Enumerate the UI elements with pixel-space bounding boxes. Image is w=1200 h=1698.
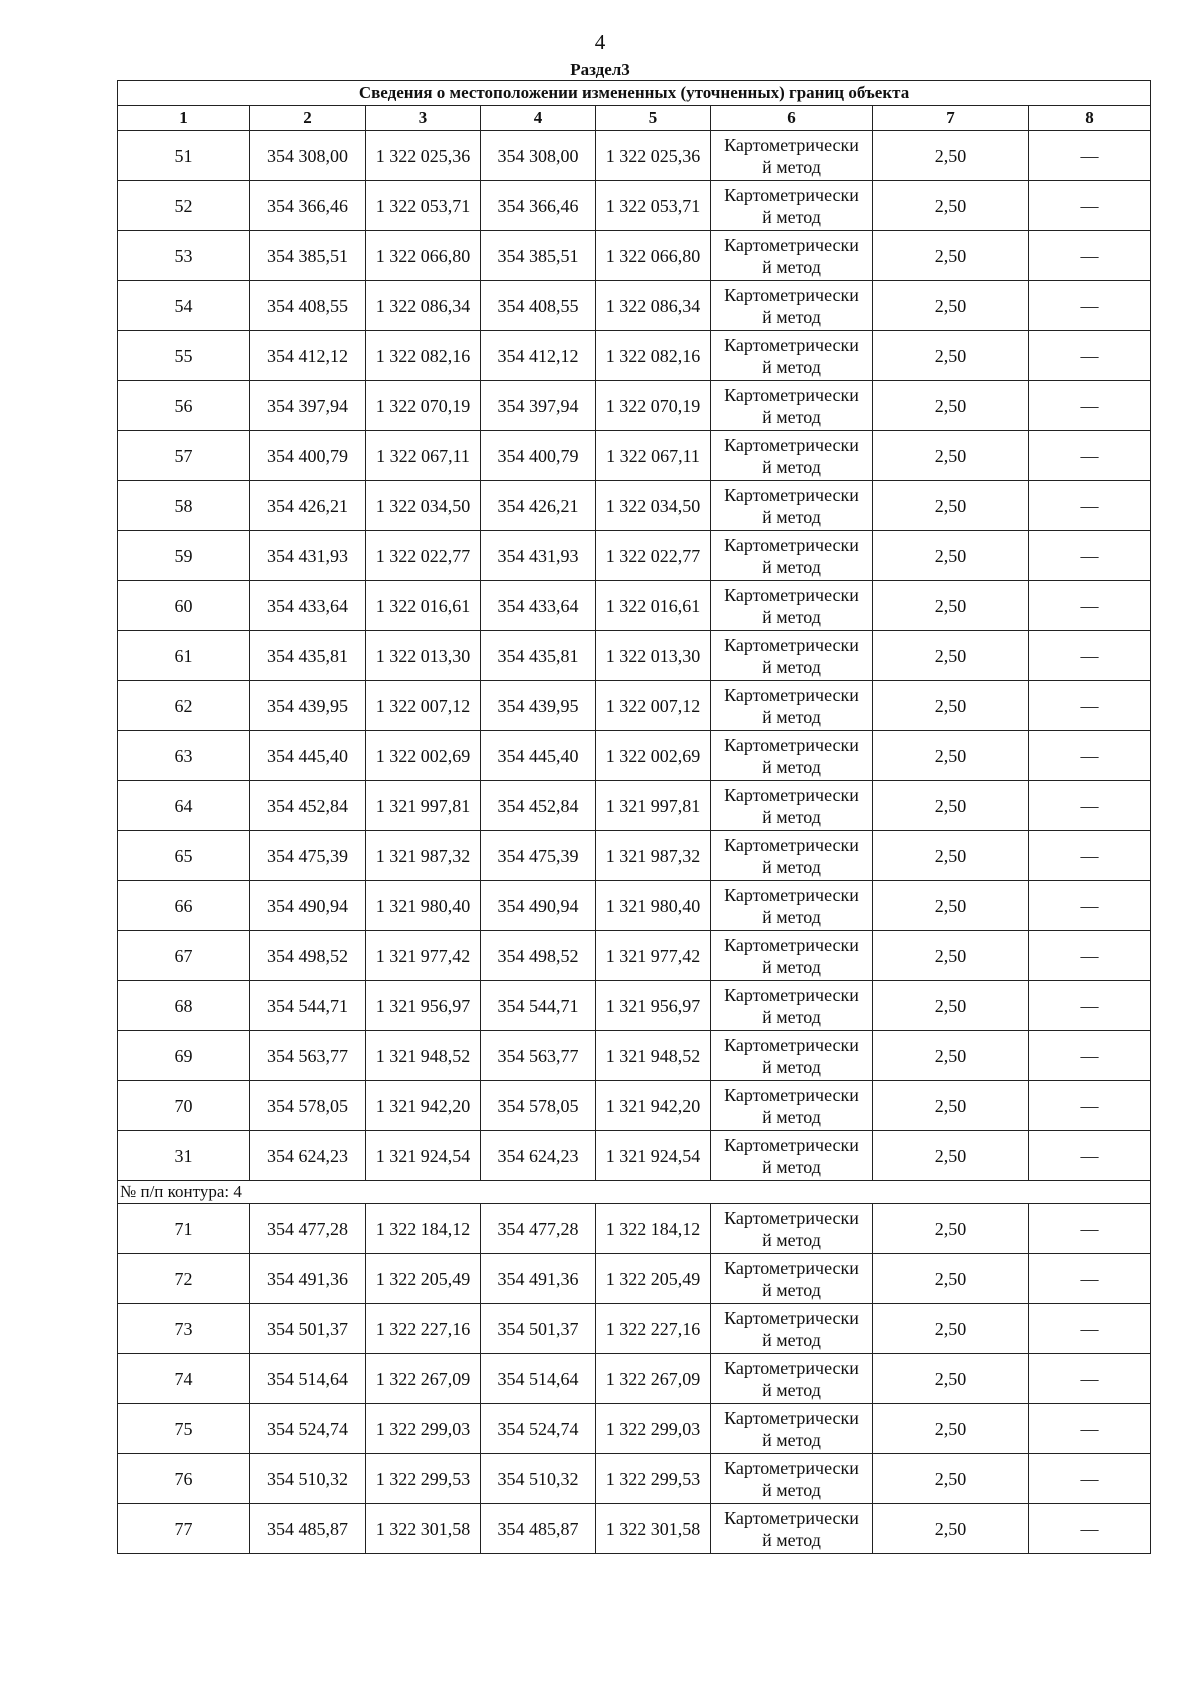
accuracy-cell: 2,50 (873, 581, 1029, 631)
column-number: 3 (366, 106, 481, 131)
point-number-cell: 74 (118, 1354, 250, 1404)
x-old-cell: 354 397,94 (250, 381, 366, 431)
method-cell: Картометрически й метод (711, 1031, 873, 1081)
point-number-cell: 64 (118, 781, 250, 831)
x-old-cell: 354 366,46 (250, 181, 366, 231)
description-cell: — (1029, 731, 1151, 781)
description-cell: — (1029, 1404, 1151, 1454)
x-old-cell: 354 439,95 (250, 681, 366, 731)
method-cell: Картометрически й метод (711, 1204, 873, 1254)
y-new-cell: 1 322 034,50 (596, 481, 711, 531)
y-new-cell: 1 322 070,19 (596, 381, 711, 431)
description-cell: — (1029, 531, 1151, 581)
accuracy-cell: 2,50 (873, 881, 1029, 931)
point-number-cell: 68 (118, 981, 250, 1031)
method-cell: Картометрически й метод (711, 1131, 873, 1181)
column-number: 5 (596, 106, 711, 131)
page-number: 4 (594, 30, 606, 54)
point-number-cell: 67 (118, 931, 250, 981)
y-old-cell: 1 321 977,42 (366, 931, 481, 981)
point-number-cell: 69 (118, 1031, 250, 1081)
x-new-cell: 354 563,77 (481, 1031, 596, 1081)
method-cell: Картометрически й метод (711, 831, 873, 881)
method-cell: Картометрически й метод (711, 131, 873, 181)
y-old-cell: 1 322 022,77 (366, 531, 481, 581)
y-new-cell: 1 322 053,71 (596, 181, 711, 231)
y-new-cell: 1 322 299,03 (596, 1404, 711, 1454)
x-new-cell: 354 524,74 (481, 1404, 596, 1454)
description-cell: — (1029, 1254, 1151, 1304)
method-cell: Картометрически й метод (711, 681, 873, 731)
table-row (118, 681, 1151, 731)
description-cell: — (1029, 581, 1151, 631)
y-old-cell: 1 321 997,81 (366, 781, 481, 831)
description-cell: — (1029, 381, 1151, 431)
x-new-cell: 354 578,05 (481, 1081, 596, 1131)
description-cell: — (1029, 881, 1151, 931)
accuracy-cell: 2,50 (873, 781, 1029, 831)
point-number-cell: 55 (118, 331, 250, 381)
y-new-cell: 1 322 067,11 (596, 431, 711, 481)
column-number: 8 (1029, 106, 1151, 131)
y-old-cell: 1 322 007,12 (366, 681, 481, 731)
x-old-cell: 354 544,71 (250, 981, 366, 1031)
accuracy-cell: 2,50 (873, 1131, 1029, 1181)
y-old-cell: 1 322 205,49 (366, 1254, 481, 1304)
point-number-cell: 75 (118, 1404, 250, 1454)
x-new-cell: 354 544,71 (481, 981, 596, 1031)
table-row (118, 331, 1151, 381)
table-body (118, 81, 1151, 1554)
x-old-cell: 354 435,81 (250, 631, 366, 681)
x-new-cell: 354 433,64 (481, 581, 596, 631)
description-cell: — (1029, 1204, 1151, 1254)
y-old-cell: 1 322 082,16 (366, 331, 481, 381)
table-row (118, 1354, 1151, 1404)
x-old-cell: 354 445,40 (250, 731, 366, 781)
accuracy-cell: 2,50 (873, 281, 1029, 331)
x-old-cell: 354 498,52 (250, 931, 366, 981)
description-cell: — (1029, 931, 1151, 981)
method-cell: Картометрически й метод (711, 1304, 873, 1354)
table-row (118, 881, 1151, 931)
table-row (118, 981, 1151, 1031)
method-cell: Картометрически й метод (711, 1254, 873, 1304)
table-row (118, 1304, 1151, 1354)
point-number-cell: 51 (118, 131, 250, 181)
description-cell: — (1029, 1454, 1151, 1504)
x-old-cell: 354 412,12 (250, 331, 366, 381)
table-row (118, 581, 1151, 631)
column-number: 6 (711, 106, 873, 131)
y-old-cell: 1 322 013,30 (366, 631, 481, 681)
table-row (118, 1254, 1151, 1304)
x-new-cell: 354 501,37 (481, 1304, 596, 1354)
point-number-cell: 65 (118, 831, 250, 881)
x-old-cell: 354 514,64 (250, 1354, 366, 1404)
accuracy-cell: 2,50 (873, 1204, 1029, 1254)
table-row (118, 931, 1151, 981)
accuracy-cell: 2,50 (873, 981, 1029, 1031)
column-number: 2 (250, 106, 366, 131)
x-new-cell: 354 308,00 (481, 131, 596, 181)
x-old-cell: 354 624,23 (250, 1131, 366, 1181)
x-new-cell: 354 408,55 (481, 281, 596, 331)
accuracy-cell: 2,50 (873, 1304, 1029, 1354)
y-old-cell: 1 322 267,09 (366, 1354, 481, 1404)
method-cell: Картометрически й метод (711, 781, 873, 831)
accuracy-cell: 2,50 (873, 131, 1029, 181)
x-new-cell: 354 498,52 (481, 931, 596, 981)
point-number-cell: 52 (118, 181, 250, 231)
y-new-cell: 1 321 956,97 (596, 981, 711, 1031)
y-old-cell: 1 322 070,19 (366, 381, 481, 431)
x-old-cell: 354 477,28 (250, 1204, 366, 1254)
description-cell: — (1029, 1131, 1151, 1181)
x-old-cell: 354 491,36 (250, 1254, 366, 1304)
description-cell: — (1029, 181, 1151, 231)
method-cell: Картометрически й метод (711, 1081, 873, 1131)
y-old-cell: 1 322 299,03 (366, 1404, 481, 1454)
table-row (118, 1504, 1151, 1554)
description-cell: — (1029, 1304, 1151, 1354)
y-new-cell: 1 322 184,12 (596, 1204, 711, 1254)
x-new-cell: 354 397,94 (481, 381, 596, 431)
x-old-cell: 354 510,32 (250, 1454, 366, 1504)
y-old-cell: 1 321 942,20 (366, 1081, 481, 1131)
point-number-cell: 62 (118, 681, 250, 731)
y-old-cell: 1 321 924,54 (366, 1131, 481, 1181)
description-cell: — (1029, 1354, 1151, 1404)
y-new-cell: 1 322 025,36 (596, 131, 711, 181)
method-cell: Картометрически й метод (711, 1404, 873, 1454)
y-old-cell: 1 321 980,40 (366, 881, 481, 931)
x-new-cell: 354 445,40 (481, 731, 596, 781)
description-cell: — (1029, 481, 1151, 531)
x-new-cell: 354 475,39 (481, 831, 596, 881)
y-old-cell: 1 322 066,80 (366, 231, 481, 281)
accuracy-cell: 2,50 (873, 681, 1029, 731)
accuracy-cell: 2,50 (873, 831, 1029, 881)
description-cell: — (1029, 131, 1151, 181)
y-old-cell: 1 322 184,12 (366, 1204, 481, 1254)
x-new-cell: 354 624,23 (481, 1131, 596, 1181)
y-old-cell: 1 322 016,61 (366, 581, 481, 631)
method-cell: Картометрически й метод (711, 281, 873, 331)
contour-label: № п/п контура: 4 (118, 1181, 1151, 1204)
x-new-cell: 354 385,51 (481, 231, 596, 281)
accuracy-cell: 2,50 (873, 1404, 1029, 1454)
point-number-cell: 76 (118, 1454, 250, 1504)
y-new-cell: 1 322 086,34 (596, 281, 711, 331)
contour-row (118, 1181, 1151, 1204)
x-old-cell: 354 385,51 (250, 231, 366, 281)
accuracy-cell: 2,50 (873, 731, 1029, 781)
description-cell: — (1029, 1504, 1151, 1554)
x-old-cell: 354 485,87 (250, 1504, 366, 1554)
x-new-cell: 354 439,95 (481, 681, 596, 731)
method-cell: Картометрически й метод (711, 931, 873, 981)
point-number-cell: 31 (118, 1131, 250, 1181)
table-row (118, 831, 1151, 881)
description-cell: — (1029, 431, 1151, 481)
y-new-cell: 1 321 942,20 (596, 1081, 711, 1131)
y-new-cell: 1 322 013,30 (596, 631, 711, 681)
y-new-cell: 1 322 227,16 (596, 1304, 711, 1354)
accuracy-cell: 2,50 (873, 631, 1029, 681)
accuracy-cell: 2,50 (873, 1031, 1029, 1081)
accuracy-cell: 2,50 (873, 1081, 1029, 1131)
table-row (118, 1081, 1151, 1131)
y-new-cell: 1 322 022,77 (596, 531, 711, 581)
accuracy-cell: 2,50 (873, 931, 1029, 981)
method-cell: Картометрически й метод (711, 981, 873, 1031)
x-new-cell: 354 477,28 (481, 1204, 596, 1254)
y-new-cell: 1 321 997,81 (596, 781, 711, 831)
point-number-cell: 54 (118, 281, 250, 331)
x-old-cell: 354 426,21 (250, 481, 366, 531)
x-old-cell: 354 563,77 (250, 1031, 366, 1081)
x-new-cell: 354 412,12 (481, 331, 596, 381)
table-row (118, 1454, 1151, 1504)
y-old-cell: 1 322 067,11 (366, 431, 481, 481)
accuracy-cell: 2,50 (873, 481, 1029, 531)
point-number-cell: 71 (118, 1204, 250, 1254)
point-number-cell: 70 (118, 1081, 250, 1131)
y-new-cell: 1 321 977,42 (596, 931, 711, 981)
table-title-row (118, 81, 1151, 106)
accuracy-cell: 2,50 (873, 231, 1029, 281)
description-cell: — (1029, 231, 1151, 281)
y-new-cell: 1 321 948,52 (596, 1031, 711, 1081)
x-new-cell: 354 491,36 (481, 1254, 596, 1304)
accuracy-cell: 2,50 (873, 1454, 1029, 1504)
column-number-row (118, 106, 1151, 131)
point-number-cell: 56 (118, 381, 250, 431)
table-title: Сведения о местоположении измененных (уточненных) границ объекта (118, 81, 1151, 106)
method-cell: Картометрически й метод (711, 181, 873, 231)
accuracy-cell: 2,50 (873, 1504, 1029, 1554)
description-cell: — (1029, 781, 1151, 831)
y-old-cell: 1 322 086,34 (366, 281, 481, 331)
accuracy-cell: 2,50 (873, 331, 1029, 381)
y-old-cell: 1 322 227,16 (366, 1304, 481, 1354)
y-old-cell: 1 321 948,52 (366, 1031, 481, 1081)
method-cell: Картометрически й метод (711, 331, 873, 381)
accuracy-cell: 2,50 (873, 381, 1029, 431)
y-new-cell: 1 322 205,49 (596, 1254, 711, 1304)
y-old-cell: 1 321 956,97 (366, 981, 481, 1031)
y-new-cell: 1 321 924,54 (596, 1131, 711, 1181)
table-row (118, 131, 1151, 181)
method-cell: Картометрически й метод (711, 1504, 873, 1554)
column-number: 7 (873, 106, 1029, 131)
table-row (118, 481, 1151, 531)
method-cell: Картометрически й метод (711, 531, 873, 581)
method-cell: Картометрически й метод (711, 231, 873, 281)
method-cell: Картометрически й метод (711, 631, 873, 681)
method-cell: Картометрически й метод (711, 731, 873, 781)
point-number-cell: 77 (118, 1504, 250, 1554)
description-cell: — (1029, 331, 1151, 381)
table-row (118, 1131, 1151, 1181)
description-cell: — (1029, 631, 1151, 681)
table-row (118, 381, 1151, 431)
method-cell: Картометрически й метод (711, 381, 873, 431)
x-new-cell: 354 510,32 (481, 1454, 596, 1504)
x-new-cell: 354 452,84 (481, 781, 596, 831)
table-row (118, 181, 1151, 231)
x-old-cell: 354 308,00 (250, 131, 366, 181)
x-old-cell: 354 452,84 (250, 781, 366, 831)
y-new-cell: 1 322 267,09 (596, 1354, 711, 1404)
y-new-cell: 1 322 066,80 (596, 231, 711, 281)
description-cell: — (1029, 681, 1151, 731)
x-new-cell: 354 366,46 (481, 181, 596, 231)
x-old-cell: 354 408,55 (250, 281, 366, 331)
y-old-cell: 1 322 025,36 (366, 131, 481, 181)
x-old-cell: 354 524,74 (250, 1404, 366, 1454)
y-new-cell: 1 322 299,53 (596, 1454, 711, 1504)
column-number: 4 (481, 106, 596, 131)
y-new-cell: 1 322 002,69 (596, 731, 711, 781)
accuracy-cell: 2,50 (873, 1254, 1029, 1304)
x-old-cell: 354 431,93 (250, 531, 366, 581)
table-row (118, 631, 1151, 681)
accuracy-cell: 2,50 (873, 1354, 1029, 1404)
y-old-cell: 1 321 987,32 (366, 831, 481, 881)
method-cell: Картометрически й метод (711, 481, 873, 531)
y-old-cell: 1 322 034,50 (366, 481, 481, 531)
table-row (118, 281, 1151, 331)
table-row (118, 1204, 1151, 1254)
description-cell: — (1029, 281, 1151, 331)
accuracy-cell: 2,50 (873, 431, 1029, 481)
x-new-cell: 354 490,94 (481, 881, 596, 931)
x-old-cell: 354 578,05 (250, 1081, 366, 1131)
table-row (118, 1404, 1151, 1454)
y-new-cell: 1 322 007,12 (596, 681, 711, 731)
column-number: 1 (118, 106, 250, 131)
x-new-cell: 354 431,93 (481, 531, 596, 581)
table-row (118, 731, 1151, 781)
y-new-cell: 1 321 987,32 (596, 831, 711, 881)
point-number-cell: 72 (118, 1254, 250, 1304)
point-number-cell: 57 (118, 431, 250, 481)
x-old-cell: 354 433,64 (250, 581, 366, 631)
accuracy-cell: 2,50 (873, 531, 1029, 581)
description-cell: — (1029, 831, 1151, 881)
table-row (118, 781, 1151, 831)
point-number-cell: 73 (118, 1304, 250, 1354)
y-old-cell: 1 322 299,53 (366, 1454, 481, 1504)
x-old-cell: 354 400,79 (250, 431, 366, 481)
y-old-cell: 1 322 053,71 (366, 181, 481, 231)
point-number-cell: 53 (118, 231, 250, 281)
boundary-coordinates-table (117, 80, 1151, 1554)
description-cell: — (1029, 981, 1151, 1031)
table-row (118, 431, 1151, 481)
method-cell: Картометрически й метод (711, 431, 873, 481)
x-old-cell: 354 501,37 (250, 1304, 366, 1354)
x-old-cell: 354 490,94 (250, 881, 366, 931)
table-row (118, 1031, 1151, 1081)
x-new-cell: 354 485,87 (481, 1504, 596, 1554)
description-cell: — (1029, 1031, 1151, 1081)
point-number-cell: 63 (118, 731, 250, 781)
table-row (118, 231, 1151, 281)
method-cell: Картометрически й метод (711, 581, 873, 631)
y-old-cell: 1 322 002,69 (366, 731, 481, 781)
method-cell: Картометрически й метод (711, 1354, 873, 1404)
method-cell: Картометрически й метод (711, 1454, 873, 1504)
x-new-cell: 354 426,21 (481, 481, 596, 531)
point-number-cell: 59 (118, 531, 250, 581)
x-old-cell: 354 475,39 (250, 831, 366, 881)
description-cell: — (1029, 1081, 1151, 1131)
point-number-cell: 66 (118, 881, 250, 931)
x-new-cell: 354 400,79 (481, 431, 596, 481)
y-new-cell: 1 322 082,16 (596, 331, 711, 381)
x-new-cell: 354 435,81 (481, 631, 596, 681)
method-cell: Картометрически й метод (711, 881, 873, 931)
y-old-cell: 1 322 301,58 (366, 1504, 481, 1554)
y-new-cell: 1 321 980,40 (596, 881, 711, 931)
point-number-cell: 60 (118, 581, 250, 631)
table-row (118, 531, 1151, 581)
y-new-cell: 1 322 016,61 (596, 581, 711, 631)
y-new-cell: 1 322 301,58 (596, 1504, 711, 1554)
accuracy-cell: 2,50 (873, 181, 1029, 231)
point-number-cell: 58 (118, 481, 250, 531)
x-new-cell: 354 514,64 (481, 1354, 596, 1404)
section-label: Раздел3 (570, 60, 630, 79)
point-number-cell: 61 (118, 631, 250, 681)
